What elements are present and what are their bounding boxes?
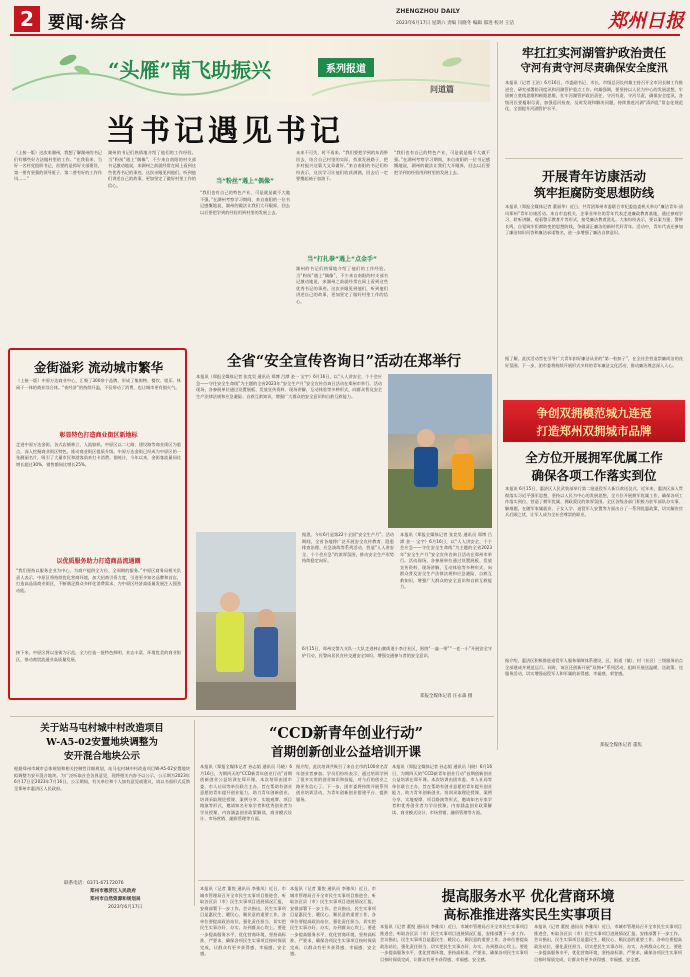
- feature-subhead-1: 彰显特色打造商业街区新地标: [59, 432, 138, 439]
- double-support-body-2: 据介绍，惠济区积极推进退役军人服务保障体系建设，区、街道（镇）、村（社区）三级服务站点全部建成并规范运行。同时，该区还创新开展“双拥+”系列活动，组织开展送温暖、送政策、送服务活动，切实增强退役军人和军属的获得感、幸福感、荣誉感。: [505, 658, 683, 676]
- masthead-rule: [10, 34, 680, 36]
- feature-box: [8, 348, 187, 700]
- double-support-credit: 郑报全媒体记者 董焦: [600, 743, 642, 748]
- right-mid-body: 本报讯（郑报全媒体记者 董丽华）近日，共青团郑州市委联合市纪委监委机关举办“廉洁青年·清风郑州”青年访康活动。来自市直机关、企事业单位的青年代表走进廉政教育基地，通过参观学习、聆听讲解、观看警示教育片等形式，接受廉洁教育洗礼。大家纷纷表示，要以案为鉴、警钟长鸣，自觉筑牢拒腐防变的思想防线，争做清正廉洁的新时代好青年。活动中，青年代表还参加了廉洁知识问答和廉洁承诺签名，进一步增强了廉洁自律意识。: [505, 204, 683, 235]
- bottom-title-1: 提高服务水平 优化营商环境: [441, 889, 615, 905]
- notice-title-2: W-A5-02安置地块调整为: [46, 737, 158, 748]
- top-article-body-col2: 湖州的书记们热情地介绍了他们的工作经验。当“粉丝”遇上“偶像”，不少来自南阳的村支部书记激动地说，来湖州之前就经常在网上看到这些优秀书记的事迹。这次亲眼见到他们，听到他们讲述自己的故事，更加坚定了做好村里工作的信心。: [108, 150, 196, 188]
- page-number: 2: [14, 6, 40, 32]
- feature-body-1: 走进中原万达金街，各式店铺林立，人流如织。中原区以二七路、建设路等商业街区为重点，深入挖掘商业街区特色，推动商业街区提质升级。中原万达金街已经成为中原区的一张靓丽名片，吸引了大量市民和游客前来打卡消费。据统计，今年以来，金街客流量同比增长超过30%，销售额同比增长25%。: [16, 442, 181, 467]
- ccd-body-col3: 本报讯（郑报全媒体记者 孙志韬 通讯员 马晓）6月16日，为期四天的“CCD新青年创业行动”首期创新创业公益培训在郑开课。本次培训由团市委、市人社局等单位联合主办，旨在帮助有创业意愿的青年提升创业能力，助力青年创新创业。培训采取理论授课、案例分享、实地观摩、项目路演等形式，邀请知名专家学者和优秀创业者为学员授课，内容涵盖创业政策解读、商业模式设计、市场营销、融资管理等方面。: [392, 764, 492, 815]
- bottom-title-2: 高标准推进落实民生实事项目: [443, 908, 613, 923]
- top-article-body-col5: 湖州的书记们热情地介绍了他们的工作经验。当“粉丝”遇上“偶像”，不少来自南阳的村支部书记激动地说，来湖州之前就经常在网上看到这些优秀书记的事迹。这次亲眼见到他们，听到他们讲述自己的故事，更加坚定了做好村里工作的信心。: [296, 266, 388, 304]
- horizontal-divider-mid: [10, 716, 494, 717]
- notice-issuer-2: 郑州市自然资源和规划局: [90, 897, 141, 902]
- double-support-banner: [503, 400, 685, 442]
- banner-column: 问道篇: [430, 85, 454, 94]
- masthead: [0, 0, 690, 36]
- series-banner: [12, 40, 490, 102]
- banner-tag: 系列报道: [318, 58, 374, 77]
- double-support-title-2: 确保各项工作落实到位: [531, 468, 657, 483]
- horizontal-divider-bottom: [198, 880, 684, 881]
- top-article-subhead-1: 当“粉丝”遇上“偶像”: [216, 178, 274, 185]
- top-article-body-col4: 未来不可失，时不再来。“我们要把学到的东西带回去，结合自己村里的实际，找准发展路子，把乡村振兴这篇大文章做好。”来自南阳的书记们纷纷表示，这次学习让他们收获满满，回去后一定要撸起袖子加油干。: [296, 150, 388, 181]
- right-mid-body-2: 据了解，此次活动旨在引导广大青年扣好廉洁从业的“第一粒扣子”，在全社会营造崇廉尚洁的良好氛围。下一步，团市委将持续开展形式多样的青年廉洁文化活动，推动廉洁理念深入人心。: [505, 356, 683, 368]
- right-top-title-1: 牢扛扛实河湖管护政治责任: [521, 46, 666, 60]
- safety-photo-illustration: [388, 374, 492, 528]
- ccd-body-col2: 据介绍，此次培训共吸引了来自全市的100余名青年创业者参加。学员们纷纷表示，通过培训学到了很多实用的创业知识和技能，对今后的创业之路更有信心了。下一步，团市委将持续开展系列创业培训活动，为青年创新创业搭建平台、提供服务。: [296, 764, 388, 802]
- feature-body-2: “我们坚持以服务企业为中心，为商户提供全方位、全周期的服务。”中原区商务局相关负责人表示，中原区将持续优化营商环境，加大招商引资力度，引进更多知名品牌和首店，打造高品质商业街区，不断满足群众多样化消费需求，为中原区经济高质量发展注入强劲动能。: [16, 568, 181, 593]
- ccd-body-col1: 本报讯（郑报全媒体记者 孙志韬 通讯员 马晓）6月16日，为期四天的“CCD新青年创业行动”首期创新创业公益培训在郑开课。本次培训由团市委、市人社局等单位联合主办，旨在帮助有创业意愿的青年提升创业能力，助力青年创新创业。培训采取理论授课、案例分享、实地观摩、项目路演等形式，邀请知名专家学者和优秀创业者为学员授课，内容涵盖创业政策解读、商业模式设计、市场营销、融资管理等方面。: [200, 764, 292, 821]
- feature-subhead-2: 以优质服务助力打造商品流通圈: [56, 558, 141, 565]
- notice-title-3: 安开混合地块公示: [63, 751, 140, 762]
- safety-body-2: 据悉，今年6月是第22个全国“安全生产月”。活动期间，全省各地将广泛开展安全宣传教育、隐患排查治理、应急演练等系列活动，营造“人人讲安全、个个会应急”的浓厚氛围，推动安全生产形势持续稳定向好。: [302, 532, 394, 563]
- banner-kicker: “头雁”南飞助振兴: [108, 58, 272, 82]
- double-support-body: 本报讯 6月15日，惠济区人民武装部举行第二批退役军人新兵欢送仪式。近年来，惠济区深入贯彻落实习近平强军思想，坚持以人民为中心的发展思想，全方位开展拥军优属工作，确保各项工作落实到位，营造了拥军优属、拥政爱民的浓厚氛围。全区各级各部门积极为驻军部队办实事、解难题，在随军家属就业、子女入学、退役军人安置等方面出台了一系列优惠政策，切实解决官兵后顾之忧，让军人成为全社会尊崇的职业。: [505, 486, 683, 517]
- notice-title-1: 关于站马屯村城中村改造项目: [40, 723, 164, 734]
- notice-divider: [194, 720, 195, 906]
- vertical-divider-right: [497, 42, 498, 750]
- bottom-body-col1: 本报讯（记者 董悦 通讯员 李雅凤）近日，市城市管理局召开全市民生实事项目推进会，听取各区县（市）民生实事项目进展情况汇报，安排部署下一步工作。会议指出，民生实事项目是惠民生、暖民心、顺民意的重要工作，各单位要提高政治站位，强化责任担当，切实把民生实事办好、办实、办到群众心坎上。要进一步提高服务水平，优化营商环境，坚持高标准、严要求，确保各项民生实事项目按时保质完成，让群众有更多获得感、幸福感、安全感。: [200, 886, 286, 956]
- masthead-date-line: 2023年6月17日 星期六 责编 闫晓冬 编辑 邵进 校对 王洁: [396, 21, 514, 26]
- right-mid-title-2: 筑牢拒腐防变思想防线: [533, 186, 654, 200]
- feature-lead: （上接一版）中原万达商业中心，汇聚了300余个品牌，形成了集购物、餐饮、娱乐、休闲于一体的商业综合体。“夜经济”的持续升温，不仅带动了消费，也让城市更有烟火气。: [16, 378, 181, 390]
- double-support-title-1: 全方位开展拥军优属工作: [525, 450, 663, 465]
- double-support-banner-line-2: 打造郑州双拥城市品牌: [536, 424, 652, 438]
- feature-title: 金街溢彩 流动城市繁华: [33, 360, 164, 375]
- safety-photo-traffic-illustration: [196, 532, 296, 710]
- newspaper-logo: 郑州日报: [608, 10, 685, 32]
- top-article-lead: （上接一版）这次来湖州，我想了解湖州的书记们有哪些好方法做村里的工作。“在我看来，当好一名村党组织书记，首要的是抓好支部建设，第一要有坚强的领导班子，第二要有好的工作作风……”: [14, 150, 102, 181]
- masthead-pinyin: ZHENGZHOU DAILY: [396, 8, 460, 15]
- safety-title: 全省“安全宣传咨询日”活动在郑举行: [226, 353, 462, 370]
- ccd-title-1: “CCD新青年创业行动”: [269, 725, 423, 742]
- safety-photo-credit: 郑报全媒体记者 汪永森 摄: [420, 694, 473, 699]
- safety-photo-main: [388, 374, 492, 528]
- safety-body: 本报讯（郑报全媒体记者 张竞昊 通讯员 郑博 吕潭 金一 宝宇）6月16日，以“人人讲安全、个个会应急——守住安全生命线”为主题的全省2023年“安全生产月”安全宣传咨询日活动在郑州市举行。活动现场，各参展单位通过设置展板、发放宣传资料、现场讲解、互动体验等多种形式，向群众普及安全生产法律法规和应急避险、自救互救知识，增强广大群众的安全意识和自救互救能力。: [196, 374, 382, 399]
- right-mid-title-1: 开展青年访康活动: [541, 170, 646, 185]
- right-top-title-2: 守河有责守河尽责确保安全度汛: [520, 62, 668, 74]
- double-support-banner-line-1: 争创双拥模范城九连冠: [536, 406, 652, 420]
- feature-body-3: 接下来，中原区将以金街为示范，全力打造一批特色鲜明、业态丰富、环境优美的商业街区，推动商贸流通业高质量发展。: [16, 650, 181, 662]
- right-divider-1: [505, 158, 683, 159]
- top-article-body-col3: “我们也有自己的特色产业，可是就是做不大做不强。”在湖州考察学习期间，来自南阳的一位书记感慨地说，湖州的做法让我们大开眼界，回去以后要把学到的经验用到村里的发展上去。: [200, 190, 290, 215]
- section-title: 要闻·综合: [48, 13, 127, 33]
- bottom-body-col4: 本报讯（记者 董悦 通讯员 李雅凤）近日，市城市管理局召开全市民生实事项目推进会，听取各区县（市）民生实事项目进展情况汇报，安排部署下一步工作。会议指出，民生实事项目是惠民生、暖民心、顺民意的重要工作，各单位要提高政治站位，强化责任担当，切实把民生实事办好、办实、办到群众心坎上。要进一步提高服务水平，优化营商环境，坚持高标准、严要求，确保各项民生实事项目按时保质完成，让群众有更多获得感、幸福感、安全感。: [534, 924, 682, 962]
- bottom-body-col2: 本报讯（记者 董悦 通讯员 李雅凤）近日，市城市管理局召开全市民生实事项目推进会，听取各区县（市）民生实事项目进展情况汇报，安排部署下一步工作。会议指出，民生实事项目是惠民生、暖民心、顺民意的重要工作，各单位要提高政治站位，强化责任担当，切实把民生实事办好、办实、办到群众心坎上。要进一步提高服务水平，优化营商环境，坚持高标准、严要求，确保各项民生实事项目按时保质完成，让群众有更多获得感、幸福感、安全感。: [290, 886, 376, 956]
- safety-photo-traffic: [196, 532, 296, 710]
- top-article-subhead-2: 当“打扎拳”遇上“点金手”: [307, 256, 377, 263]
- notice-body: 根据郑州市城市总体规划和相关控制性详细规划，站马屯村城中村改造项目W-A5-02安置地块拟调整为安开混合地块。为广泛听取社会各界意见，现将相关内容予以公示，公示期为2023年6月17日至2023年7月16日。公示期间，有关单位和个人如有意见或建议，请以书面形式反馈至郑州市惠济区人民政府。: [14, 766, 190, 791]
- top-article-title: 当书记遇见书记: [106, 114, 344, 149]
- notice-issuer-1: 郑州市惠济区人民政府: [90, 889, 136, 894]
- right-top-body: 本报讯（记者 王治）6月16日，市委副书记、市长、市级总河长何雄主持召开全市河长制工作推进会，研究部署防汛度汛和河湖管护重点工作。何雄强调，要坚持以人民为中心的发展思想，牢固树立底线思维和极限思维，扛牢河湖管护政治责任，守河有责、守河尽责，确保安全度汛。各级河长要履职尽责，加强巡河检查，及时发现和解决问题，持续推进河湖“清四乱”常态化规范化，全面提升河湖管护水平。: [505, 80, 683, 111]
- bottom-body-col3: 本报讯（记者 董悦 通讯员 李雅凤）近日，市城市管理局召开全市民生实事项目推进会，听取各区县（市）民生实事项目进展情况汇报，安排部署下一步工作。会议指出，民生实事项目是惠民生、暖民心、顺民意的重要工作，各单位要提高政治站位，强化责任担当，切实把民生实事办好、办实、办到群众心坎上。要进一步提高服务水平，优化营商环境，坚持高标准、严要求，确保各项民生实事项目按时保质完成，让群众有更多获得感、幸福感、安全感。: [380, 924, 528, 962]
- ccd-title-2: 首期创新创业公益培训开课: [270, 744, 421, 759]
- notice-contact: 联系电话：0371-67172076: [64, 881, 124, 886]
- notice-date: 2023年6月17日: [108, 905, 143, 910]
- top-article-body-col6: “我们也有自己的特色产业，可是就是做不大做不强。”在湖州考察学习期间，来自南阳的一位书记感慨地说，湖州的做法让我们大开眼界，回去以后要把学到的经验用到村里的发展上去。: [394, 150, 490, 175]
- safety-body-3: 本报讯（郑报全媒体记者 张竞昊 通讯员 郑博 吕潭 金一 宝宇）6月16日，以“人人讲安全、个个会应急——守住安全生命线”为主题的全省2023年“安全生产月”安全宣传咨询日活动在郑州市举行。活动现场，各参展单位通过设置展板、发放宣传资料、现场讲解、互动体验等多种形式，向群众普及安全生产法律法规和应急避险、自救互救知识，增强广大群众的安全意识和自救互救能力。: [400, 532, 492, 589]
- safety-photo-caption: 6月15日，郑州交警九支队一大队走进林山寨街道小李庄社区，围绕“一盔一带”“一老一小”开展安全守护行动，民警向居民宣传交通安全知识，增强交通参与者的安全意识。: [302, 646, 492, 658]
